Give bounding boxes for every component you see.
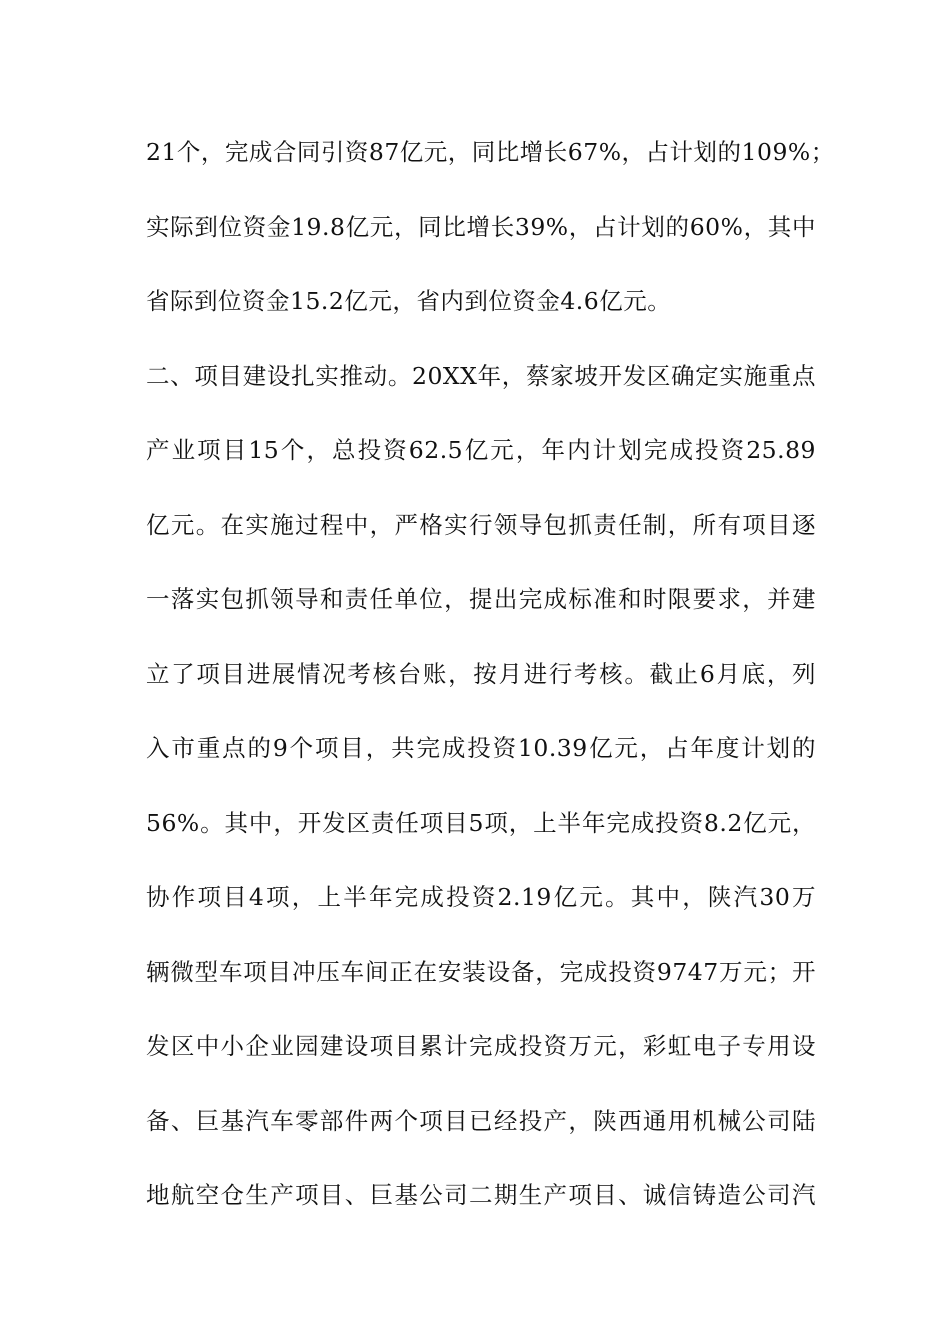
text-line: 一落实包抓领导和责任单位，提出完成标准和时限要求，并建 [146,585,816,613]
text-line: 入市重点的9个项目，共完成投资10.39亿元，占年度计划的 [146,734,816,762]
text-line: 21个，完成合同引资87亿元，同比增长67%，占计划的109%； [146,138,835,166]
text-line: 协作项目4项，上半年完成投资2.19亿元。其中，陕汽30万 [146,883,816,911]
text-line: 备、巨基汽车零部件两个项目已经投产，陕西通用机械公司陆 [146,1106,816,1135]
text-line: 立了项目进展情况考核台账，按月进行考核。截止6月底，列 [146,659,816,688]
text-line: 二、项目建设扎实推动。20XX年，蔡家坡开发区确定实施重点 [146,361,816,390]
text-line: 56%。其中，开发区责任项目5项，上半年完成投资8.2亿元， [146,808,816,837]
text-line: 发区中小企业园建设项目累计完成投资万元，彩虹电子专用设 [146,1032,816,1060]
text-line: 地航空仓生产项目、巨基公司二期生产项目、诚信铸造公司汽 [146,1181,816,1209]
text-line: 实际到位资金19.8亿元，同比增长39%，占计划的60%，其中 [146,212,816,241]
text-line: 产业项目15个，总投资62.5亿元，年内计划完成投资25.89 [146,436,816,464]
body-text [146,124,835,1242]
text-line: 省际到位资金15.2亿元，省内到位资金4.6亿元。 [146,287,672,315]
text-line: 辆微型车项目冲压车间正在安装设备，完成投资9747万元；开 [146,957,816,986]
text-line: 亿元。在实施过程中，严格实行领导包抓责任制，所有项目逐 [146,510,816,539]
